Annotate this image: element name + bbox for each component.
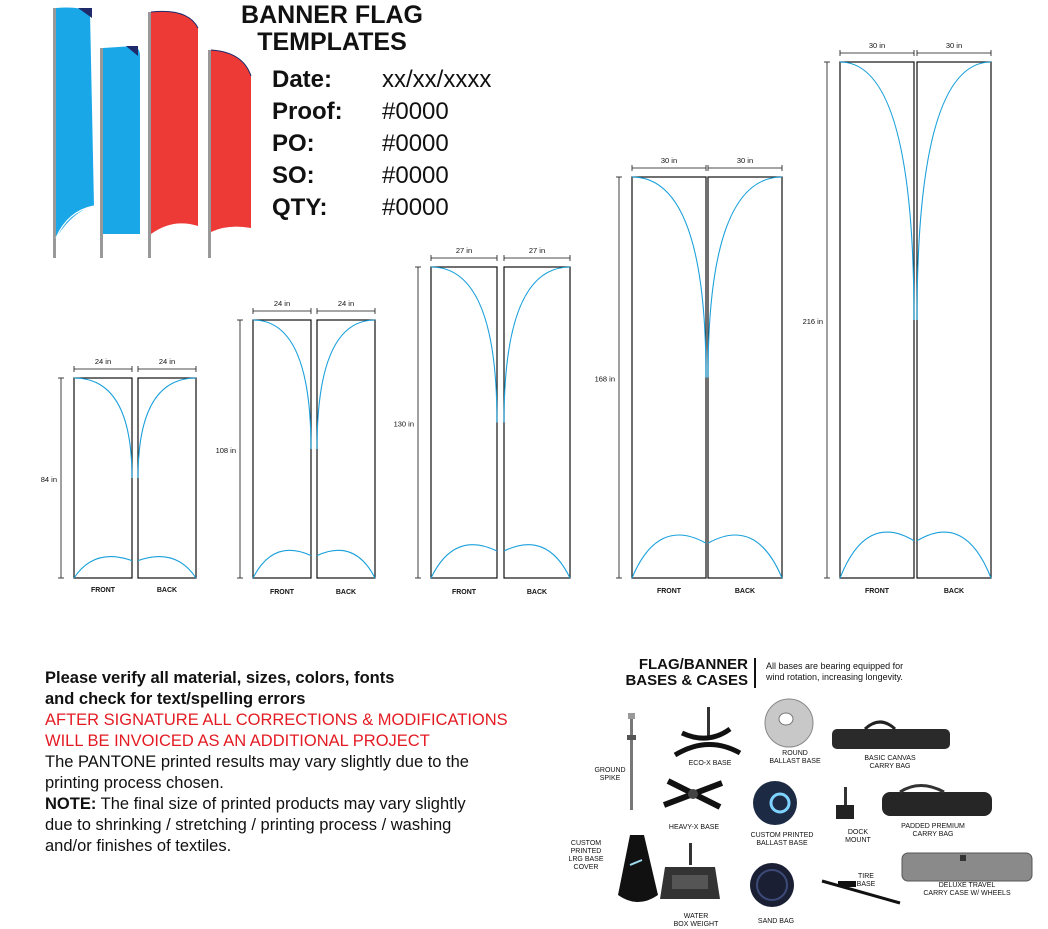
bases-note-line-1: All bases are bearing equipped for <box>766 661 904 671</box>
template-4-front-bottom-curve <box>632 535 706 578</box>
qty-label: QTY: <box>272 194 328 221</box>
so-value: #0000 <box>382 162 449 189</box>
water-weight-line-2: BOX WEIGHT <box>673 921 719 928</box>
eco-x-base-image <box>675 707 740 755</box>
round-ballast-image <box>765 699 813 747</box>
dock-mount-line-2: MOUNT <box>845 837 871 844</box>
tire-base-label <box>848 873 884 889</box>
template-1-height-label: 84 in <box>40 475 57 484</box>
template-5-front-width-label: 30 in <box>868 41 886 50</box>
template-1-front-label: FRONT <box>90 587 116 594</box>
proof-value: #0000 <box>382 98 449 125</box>
bases-title <box>598 657 748 689</box>
canvas-bag-line-1: BASIC CANVAS <box>864 755 916 762</box>
date-value: xx/xx/xxxx <box>382 66 492 93</box>
travel-case-line-1: DELUXE TRAVEL <box>938 882 996 889</box>
travel-case-line-2: CARRY CASE W/ WHEELS <box>923 890 1011 897</box>
verification-notice <box>45 668 565 857</box>
sand-bag-image <box>750 863 794 907</box>
eco-x-label: ECO-X BASE <box>688 760 732 767</box>
template-5-back-label: BACK <box>943 588 965 595</box>
po-label: PO: <box>272 130 315 157</box>
template-4-back-label: BACK <box>734 588 756 595</box>
template-3-back-top-curve <box>504 267 570 423</box>
template-1-back-label: BACK <box>156 587 178 594</box>
base-cover-line-3: LRG BASE <box>568 856 604 863</box>
premium-bag-line-1: PADDED PREMIUM <box>901 823 965 830</box>
note-label: NOTE: <box>45 795 97 813</box>
template-5-back-bottom-curve <box>917 532 991 578</box>
template-3-back-bottom-curve <box>504 545 570 578</box>
template-3-back-panel <box>504 267 570 578</box>
template-2-front-bottom-curve <box>253 550 311 578</box>
custom-ballast-image <box>753 781 797 825</box>
bases-note-line-2: wind rotation, increasing longevity. <box>766 672 903 682</box>
template-1-back-panel <box>138 378 196 578</box>
template-4-front-width-label: 30 in <box>660 156 678 165</box>
template-1-front-top-curve <box>74 378 132 478</box>
template-5-front-label: FRONT <box>864 588 890 595</box>
sand-bag-label: SAND BAG <box>757 918 795 925</box>
template-1-front-bottom-curve <box>74 557 132 578</box>
bases-title-line-2: BASES & CASES <box>625 672 748 689</box>
heavy-x-label: HEAVY-X BASE <box>668 824 720 831</box>
template-5-front-bottom-curve <box>840 532 914 578</box>
template-5-front-top-curve <box>840 62 914 320</box>
base-cover-image <box>618 835 658 902</box>
dock-mount-line-1: DOCK <box>847 829 869 836</box>
travel-case-image <box>902 853 1032 881</box>
po-value: #0000 <box>382 130 449 157</box>
base-cover-line-1: CUSTOM <box>570 840 602 847</box>
note-line-2: due to shrinking / stretching / printing process / washing <box>45 816 452 834</box>
template-2-height-label: 108 in <box>215 446 236 455</box>
base-cover-line-4: COVER <box>573 864 599 871</box>
ground-spike-line-1: GROUND <box>594 767 626 774</box>
template-3-back-label: BACK <box>526 589 548 596</box>
title-line-1: BANNER FLAG <box>241 1 423 29</box>
qty-value: #0000 <box>382 194 449 221</box>
template-5-height-label: 216 in <box>802 317 823 326</box>
template-3-front-top-curve <box>431 267 497 423</box>
ground-spike-line-2: SPIKE <box>599 775 621 782</box>
water-weight-label <box>664 913 728 929</box>
template-3-front-bottom-curve <box>431 545 497 578</box>
note-text: The final size of printed products may vary slightly <box>96 795 466 813</box>
bases-note <box>766 661 936 683</box>
bases-title-line-1: FLAG/BANNER <box>638 656 748 673</box>
template-3-front-width-label: 27 in <box>455 246 473 255</box>
template-5-back-panel <box>917 62 991 578</box>
ground-spike-label <box>590 767 630 783</box>
template-3-back-width-label: 27 in <box>528 246 546 255</box>
warning-line-1: AFTER SIGNATURE ALL CORRECTIONS & MODIFICATIONS <box>45 711 508 729</box>
template-2-back-bottom-curve <box>317 550 375 578</box>
custom-ballast-label <box>744 832 820 848</box>
verify-line-2: and check for text/spelling errors <box>45 690 306 708</box>
so-label: SO: <box>272 162 315 189</box>
template-1-back-width-label: 24 in <box>158 357 176 366</box>
template-1-front-panel <box>74 378 132 578</box>
ground-spike-image <box>627 713 636 810</box>
round-ballast-line-1: ROUND <box>782 750 808 757</box>
premium-bag-image <box>882 786 992 817</box>
dock-mount-image <box>836 787 854 819</box>
canvas-bag-line-2: CARRY BAG <box>869 763 911 770</box>
dock-mount-label <box>836 829 880 845</box>
canvas-bag-image <box>832 722 950 749</box>
template-2-front-top-curve <box>253 320 311 449</box>
template-5-back-top-curve <box>917 62 991 320</box>
template-5-front-panel <box>840 62 914 578</box>
verify-line-1: Please verify all material, sizes, colors, fonts <box>45 669 395 687</box>
template-2-front-panel <box>253 320 311 578</box>
template-4-front-panel <box>632 177 706 578</box>
round-ballast-label <box>760 750 830 766</box>
pantone-line-2: printing process chosen. <box>45 774 224 792</box>
template-4-height-label: 168 in <box>594 374 615 384</box>
water-weight-image <box>660 843 720 899</box>
water-weight-line-1: WATER <box>683 913 709 920</box>
proof-label: Proof: <box>272 98 343 125</box>
travel-case-label <box>908 882 1026 898</box>
tire-base-line-2: BASE <box>856 881 876 888</box>
bases-divider <box>754 658 756 688</box>
template-4-back-top-curve <box>708 177 782 378</box>
note-line-1 <box>45 794 565 815</box>
custom-ballast-line-1: CUSTOM PRINTED <box>750 832 814 839</box>
template-2-back-label: BACK <box>335 589 357 596</box>
premium-bag-line-2: CARRY BAG <box>912 831 954 838</box>
base-cover-label <box>560 840 612 872</box>
custom-ballast-line-2: BALLAST BASE <box>756 840 808 847</box>
template-2-back-width-label: 24 in <box>337 299 355 308</box>
premium-bag-label <box>890 823 976 839</box>
template-1-front-width-label: 24 in <box>94 357 112 366</box>
template-3-height-label: 130 in <box>393 419 414 429</box>
template-4-front-top-curve <box>632 177 706 378</box>
tire-base-line-1: TIRE <box>858 873 874 880</box>
template-3-front-label: FRONT <box>451 589 477 596</box>
title-line-2: TEMPLATES <box>257 28 407 56</box>
base-cover-line-2: PRINTED <box>570 848 602 855</box>
canvas-bag-label <box>850 755 930 771</box>
pantone-line-1: The PANTONE printed results may vary slightly due to the <box>45 753 469 771</box>
template-5-back-width-label: 30 in <box>945 41 963 50</box>
round-ballast-line-2: BALLAST BASE <box>769 758 821 765</box>
template-3-front-panel <box>431 267 497 578</box>
template-2-back-top-curve <box>317 320 375 449</box>
template-4-front-label: FRONT <box>656 588 682 595</box>
heavy-x-base-image <box>664 781 722 807</box>
warning-line-2: WILL BE INVOICED AS AN ADDITIONAL PROJECT <box>45 732 430 750</box>
date-label: Date: <box>272 66 333 93</box>
note-line-3: and/or finishes of textiles. <box>45 837 232 855</box>
template-4-back-width-label: 30 in <box>736 156 754 165</box>
template-4-back-bottom-curve <box>708 535 782 578</box>
template-2-front-width-label: 24 in <box>273 299 291 308</box>
template-4-back-panel <box>708 177 782 578</box>
template-2-back-panel <box>317 320 375 578</box>
template-2-front-label: FRONT <box>269 589 295 596</box>
template-1-back-top-curve <box>138 378 196 478</box>
template-1-back-bottom-curve <box>138 557 196 578</box>
